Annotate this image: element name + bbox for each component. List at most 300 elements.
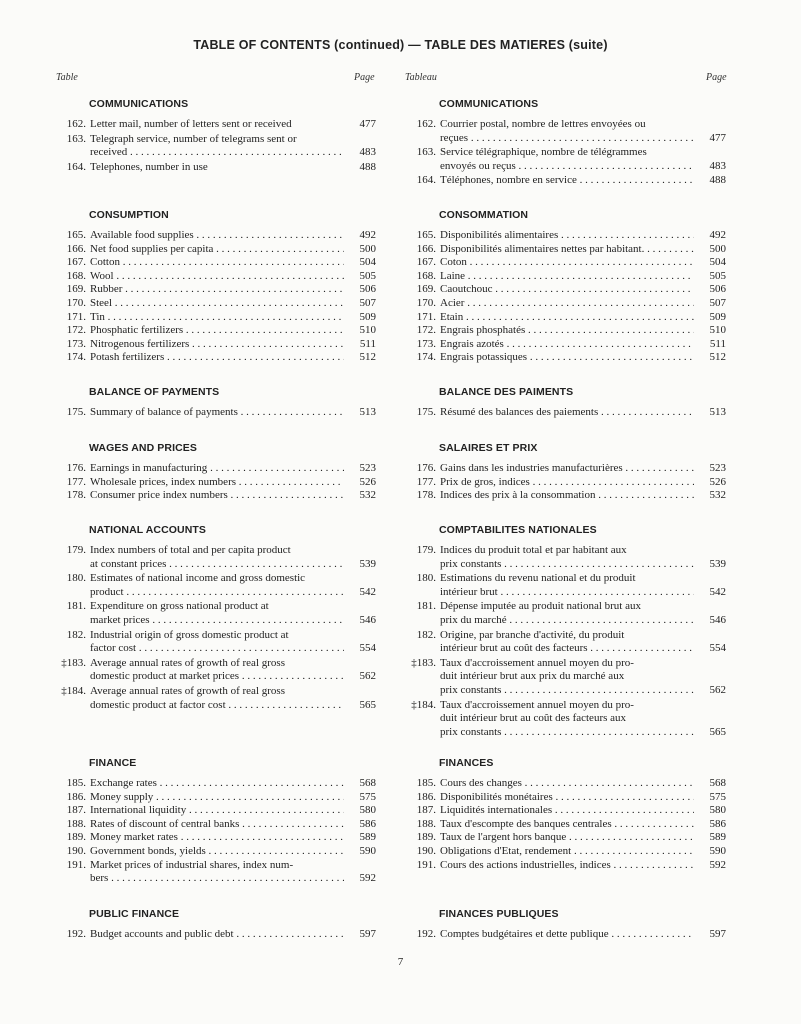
entry-title: Coton . . . bbox=[440, 256, 694, 270]
entry-number: 177. bbox=[66, 475, 86, 488]
toc-entry[interactable] bbox=[58, 685, 400, 712]
entry-title: Engrais potassiques . . . bbox=[440, 351, 694, 365]
page-title: TABLE OF CONTENTS (continued) — TABLE DES MATIERES (suite) bbox=[193, 38, 608, 52]
section-finance bbox=[408, 755, 750, 872]
entry-title: Gains dans les industries manufacturières . . . bbox=[440, 462, 694, 476]
entry-page: 586 bbox=[359, 817, 376, 830]
section-title: FINANCES PUBLIQUES bbox=[439, 908, 559, 920]
entry-title: Indices des prix à la consommation . . . bbox=[440, 489, 694, 503]
entry-number: 191. bbox=[416, 858, 436, 871]
entry-number: 176. bbox=[416, 462, 436, 474]
entry-title: Consumer price index numbers . . . bbox=[90, 489, 344, 503]
entry-title: Origine, par branche d'activité, du produit bbox=[440, 628, 625, 641]
entry-number: 169. bbox=[416, 283, 436, 296]
entry-number: 165. bbox=[66, 229, 86, 241]
entry-title: Money supply . . . bbox=[90, 791, 344, 805]
entry-page: 568 bbox=[709, 777, 726, 789]
toc-entry[interactable] bbox=[408, 406, 750, 420]
entry-number: 180. bbox=[66, 572, 86, 585]
toc-entry[interactable] bbox=[408, 462, 750, 476]
entry-page: 590 bbox=[709, 844, 726, 857]
toc-entry[interactable] bbox=[58, 311, 400, 325]
entry-title: Disponibilités alimentaires . . . bbox=[440, 229, 694, 243]
toc-entry[interactable] bbox=[408, 338, 750, 352]
entry-title: Dépense imputée au produit national brut aux bbox=[440, 600, 641, 613]
section-title: WAGES AND PRICES bbox=[89, 442, 197, 454]
toc-entry[interactable] bbox=[58, 657, 400, 684]
entry-page: 512 bbox=[709, 351, 726, 364]
entry-title-cont: domestic product at market prices . . . bbox=[90, 670, 344, 684]
entry-page: 565 bbox=[359, 698, 376, 711]
entry-number: 189. bbox=[66, 831, 86, 844]
entry-title-cont: prix constants . . . bbox=[440, 726, 694, 740]
entry-title: Cotton . . . bbox=[90, 256, 344, 270]
toc-entry[interactable] bbox=[408, 699, 750, 740]
entry-number: 188. bbox=[66, 817, 86, 830]
entry-number: 166. bbox=[416, 242, 436, 255]
toc-entry[interactable] bbox=[408, 859, 750, 873]
entry-page: 580 bbox=[709, 804, 726, 817]
entry-title: Average annual rates of growth of real gross bbox=[90, 684, 285, 697]
entry-title: Potash fertilizers . . . bbox=[90, 351, 344, 365]
entry-number: 173. bbox=[66, 337, 86, 350]
toc-entry[interactable] bbox=[408, 283, 750, 297]
section-title: SALAIRES ET PRIX bbox=[439, 442, 538, 454]
toc-entry[interactable] bbox=[58, 818, 400, 832]
entry-number: 172. bbox=[416, 324, 436, 337]
toc-entry[interactable] bbox=[58, 297, 400, 311]
entry-title: Téléphones, nombre en service . . . bbox=[440, 174, 694, 188]
toc-entry[interactable] bbox=[408, 572, 750, 599]
entry-title: Acier . . . bbox=[440, 297, 694, 311]
section-finance bbox=[58, 755, 400, 887]
entry-title-cont: intérieur brut . . . bbox=[440, 586, 694, 600]
toc-entry[interactable] bbox=[408, 489, 750, 503]
entry-number: 181. bbox=[66, 600, 86, 613]
entry-page: 510 bbox=[709, 324, 726, 337]
section-title: FINANCE bbox=[89, 757, 137, 769]
entry-page: 507 bbox=[709, 296, 726, 309]
entry-title: Telegraph service, number of telegrams sent or bbox=[90, 132, 297, 145]
section-title: FINANCES bbox=[439, 757, 494, 769]
entry-number: 170. bbox=[416, 296, 436, 309]
entry-page: 575 bbox=[709, 790, 726, 803]
entry-number: 176. bbox=[66, 462, 86, 474]
entry-number: 174. bbox=[66, 351, 86, 364]
entry-number: 166. bbox=[66, 242, 86, 255]
entry-title: Industrial origin of gross domestic product at bbox=[90, 628, 289, 641]
entry-page: 488 bbox=[709, 174, 726, 187]
entry-number: 164. bbox=[66, 160, 86, 173]
entry-title-cont: intérieur brut au coût des facteurs . . . bbox=[440, 642, 694, 656]
entry-page: 586 bbox=[709, 817, 726, 830]
entry-title-cont: prix constants . . . bbox=[440, 558, 694, 572]
entry-title: Estimates of national income and gross domestic bbox=[90, 572, 306, 585]
entry-title-cont: received . . . bbox=[90, 146, 344, 160]
entry-page: 580 bbox=[359, 804, 376, 817]
entry-number: ‡184. bbox=[411, 698, 436, 711]
toc-entry[interactable] bbox=[58, 476, 400, 490]
entry-title: Phosphatic fertilizers . . . bbox=[90, 324, 344, 338]
entry-page: 532 bbox=[359, 489, 376, 502]
toc-entry[interactable] bbox=[58, 161, 400, 175]
section-consumption bbox=[408, 207, 750, 365]
entry-page: 592 bbox=[709, 858, 726, 871]
toc-entry[interactable] bbox=[58, 229, 400, 243]
entry-page: 539 bbox=[359, 557, 376, 570]
entry-page: 500 bbox=[359, 242, 376, 255]
entry-page: 562 bbox=[709, 683, 726, 696]
entry-title: Estimations du revenu national et du produit bbox=[440, 572, 636, 585]
toc-entry[interactable] bbox=[408, 657, 750, 698]
entry-title: International liquidity . . . bbox=[90, 804, 344, 818]
entry-number: 171. bbox=[416, 310, 436, 323]
entry-page: 589 bbox=[359, 831, 376, 844]
toc-entry[interactable] bbox=[58, 338, 400, 352]
toc-entry[interactable] bbox=[408, 600, 750, 627]
entry-title: Expenditure on gross national product at bbox=[90, 600, 269, 613]
section-balance bbox=[408, 384, 750, 420]
entry-number: 179. bbox=[66, 544, 86, 556]
section-consumption bbox=[58, 207, 400, 365]
entry-number: 187. bbox=[66, 804, 86, 817]
entry-number: 178. bbox=[66, 489, 86, 502]
entry-page: 562 bbox=[359, 670, 376, 683]
entry-number: 186. bbox=[416, 790, 436, 803]
section-communications bbox=[58, 96, 400, 175]
entry-page: 592 bbox=[359, 872, 376, 885]
entry-number: 174. bbox=[416, 351, 436, 364]
entry-title: Index numbers of total and per capita product bbox=[90, 544, 291, 556]
entry-page: 532 bbox=[709, 489, 726, 502]
toc-entry[interactable] bbox=[408, 351, 750, 365]
entry-title: Letter mail, number of letters sent or received bbox=[90, 118, 292, 130]
entry-number: 171. bbox=[66, 310, 86, 323]
entry-title: Taux de l'argent hors banque . . . bbox=[440, 831, 694, 845]
entry-page: 542 bbox=[359, 585, 376, 598]
entry-title: Taux d'accroissement annuel moyen du pro- bbox=[440, 698, 634, 711]
entry-title-cont: product . . . bbox=[90, 586, 344, 600]
right-page-header: Page bbox=[706, 72, 727, 83]
entry-title: Comptes budgétaires et dette publique . . . bbox=[440, 928, 694, 942]
entry-number: 172. bbox=[66, 324, 86, 337]
entry-title: Market prices of industrial shares, index num- bbox=[90, 858, 294, 871]
entry-title: Disponibilités monétaires . . . bbox=[440, 791, 694, 805]
entry-page: 589 bbox=[709, 831, 726, 844]
toc-entry[interactable] bbox=[58, 791, 400, 805]
left-page-header: Page bbox=[354, 72, 375, 83]
entry-number: 162. bbox=[66, 118, 86, 130]
section-title: PUBLIC FINANCE bbox=[89, 908, 180, 920]
entry-page: 597 bbox=[709, 928, 726, 940]
section-title: CONSUMPTION bbox=[89, 209, 169, 221]
section-public bbox=[58, 906, 400, 942]
entry-page: 546 bbox=[709, 613, 726, 626]
page-number: 7 bbox=[397, 956, 404, 968]
toc-entry[interactable] bbox=[408, 324, 750, 338]
toc-entry[interactable] bbox=[408, 804, 750, 818]
entry-title: Government bonds, yields . . . bbox=[90, 845, 344, 859]
entry-title: Earnings in manufacturing . . . bbox=[90, 462, 344, 476]
toc-entry[interactable] bbox=[408, 777, 750, 791]
section-title: BALANCE OF PAYMENTS bbox=[89, 386, 220, 398]
section-public bbox=[408, 906, 750, 942]
entry-page: 568 bbox=[359, 777, 376, 789]
entry-number: 165. bbox=[416, 229, 436, 241]
entry-page: 511 bbox=[359, 337, 376, 350]
entry-number: 192. bbox=[66, 928, 86, 940]
entry-number: 190. bbox=[66, 844, 86, 857]
entry-page: 504 bbox=[709, 256, 726, 269]
entry-page: 539 bbox=[709, 557, 726, 570]
entry-number: 186. bbox=[66, 790, 86, 803]
entry-title-cont: prix constants . . . bbox=[440, 684, 694, 698]
toc-entry[interactable] bbox=[408, 229, 750, 243]
entry-title: Average annual rates of growth of real gross bbox=[90, 656, 285, 669]
toc-entry[interactable] bbox=[408, 476, 750, 490]
section-national bbox=[58, 522, 400, 713]
toc-entry[interactable] bbox=[408, 174, 750, 188]
entry-title: Rates of discount of central banks . . . bbox=[90, 818, 344, 832]
toc-entry[interactable] bbox=[408, 791, 750, 805]
toc-entry[interactable] bbox=[58, 406, 400, 420]
entry-title-cont: reçues . . . bbox=[440, 132, 694, 146]
toc-entry[interactable] bbox=[408, 818, 750, 832]
toc-entry[interactable] bbox=[58, 831, 400, 845]
entry-title: Money market rates . . . bbox=[90, 831, 344, 845]
toc-entry[interactable] bbox=[408, 831, 750, 845]
entry-title-cont: domestic product at factor cost . . . bbox=[90, 699, 344, 713]
entry-number: 163. bbox=[416, 146, 436, 159]
toc-entry[interactable] bbox=[58, 572, 400, 599]
entry-number: 167. bbox=[66, 256, 86, 269]
toc-entry[interactable] bbox=[408, 297, 750, 311]
entry-number: 169. bbox=[66, 283, 86, 296]
entry-page: 597 bbox=[359, 928, 376, 940]
entry-page: 510 bbox=[359, 324, 376, 337]
entry-title: Tin . . . bbox=[90, 311, 344, 325]
entry-number: 168. bbox=[66, 269, 86, 282]
toc-entry[interactable] bbox=[408, 629, 750, 656]
entry-title-cont: factor cost . . . bbox=[90, 642, 344, 656]
entry-number: 170. bbox=[66, 296, 86, 309]
toc-entry[interactable] bbox=[58, 462, 400, 476]
entry-number: ‡183. bbox=[411, 656, 436, 669]
entry-page: 565 bbox=[709, 725, 726, 738]
entry-page: 507 bbox=[359, 296, 376, 309]
entry-number: 190. bbox=[416, 844, 436, 857]
entry-page: 506 bbox=[709, 283, 726, 296]
toc-entry[interactable] bbox=[408, 311, 750, 325]
toc-entry[interactable] bbox=[58, 804, 400, 818]
entry-title: Taux d'accroissement annuel moyen du pro- bbox=[440, 656, 634, 669]
entry-page: 590 bbox=[359, 844, 376, 857]
entry-page: 483 bbox=[709, 159, 726, 172]
entry-number: ‡183. bbox=[61, 656, 86, 669]
entry-title: Caoutchouc . . . bbox=[440, 283, 694, 297]
entry-page: 504 bbox=[359, 256, 376, 269]
entry-title: Rubber . . . bbox=[90, 283, 344, 297]
entry-number: 175. bbox=[66, 406, 86, 418]
toc-entry[interactable] bbox=[58, 777, 400, 791]
entry-title: Engrais phosphatés . . . bbox=[440, 324, 694, 338]
entry-title: Indices du produit total et par habitant aux bbox=[440, 544, 627, 556]
entry-page: 511 bbox=[709, 337, 726, 350]
entry-title: Taux d'escompte des banques centrales . . . bbox=[440, 818, 694, 832]
entry-title: Steel . . . bbox=[90, 297, 344, 311]
toc-entry[interactable] bbox=[408, 243, 750, 257]
entry-number: 179. bbox=[416, 544, 436, 556]
entry-title: Liquidités internationales . . . bbox=[440, 804, 694, 818]
toc-entry[interactable] bbox=[408, 146, 750, 173]
entry-title: Courrier postal, nombre de lettres envoyées ou bbox=[440, 118, 646, 130]
entry-title: Net food supplies per capita . . . bbox=[90, 243, 344, 257]
toc-entry[interactable] bbox=[58, 859, 400, 886]
section-wages bbox=[408, 440, 750, 503]
entry-page: 509 bbox=[709, 310, 726, 323]
entry-number: 162. bbox=[416, 118, 436, 130]
section-title: COMPTABILITES NATIONALES bbox=[439, 524, 597, 536]
entry-number: 173. bbox=[416, 337, 436, 350]
entry-title-cont: at constant prices . . . bbox=[90, 558, 344, 572]
section-title: COMMUNICATIONS bbox=[89, 98, 189, 110]
entry-title: Summary of balance of payments . . . bbox=[90, 406, 344, 420]
toc-entry[interactable] bbox=[408, 118, 750, 145]
entry-number: 182. bbox=[416, 628, 436, 641]
entry-number: 185. bbox=[416, 777, 436, 789]
entry-page: 477 bbox=[359, 118, 376, 130]
entry-page: 554 bbox=[359, 642, 376, 655]
entry-number: 163. bbox=[66, 132, 86, 145]
entry-number: 167. bbox=[416, 256, 436, 269]
entry-page: 546 bbox=[359, 613, 376, 626]
entry-page: 509 bbox=[359, 310, 376, 323]
toc-entry[interactable] bbox=[58, 243, 400, 257]
toc-entry[interactable] bbox=[408, 845, 750, 859]
entry-title: Prix de gros, indices . . . bbox=[440, 476, 694, 490]
entry-number: 182. bbox=[66, 628, 86, 641]
entry-number: 180. bbox=[416, 572, 436, 585]
entry-title-cont: duit intérieur brut aux prix du marché aux bbox=[440, 670, 625, 683]
right-table-header: Tableau bbox=[405, 72, 437, 83]
entry-number: 188. bbox=[416, 817, 436, 830]
entry-title: Engrais azotés . . . bbox=[440, 338, 694, 352]
entry-page: 492 bbox=[709, 229, 726, 241]
entry-title: Telephones, number in use bbox=[90, 160, 208, 173]
toc-entry[interactable] bbox=[58, 928, 400, 942]
entry-number: 164. bbox=[416, 174, 436, 187]
toc-entry[interactable] bbox=[58, 256, 400, 270]
entry-page: 554 bbox=[709, 642, 726, 655]
toc-entry[interactable] bbox=[58, 489, 400, 503]
entry-page: 500 bbox=[709, 242, 726, 255]
entry-title-cont: duit intérieur brut au coût des facteurs aux bbox=[440, 712, 627, 725]
entry-page: 575 bbox=[359, 790, 376, 803]
entry-title: Wool . . . bbox=[90, 270, 344, 284]
entry-title: Available food supplies . . . bbox=[90, 229, 344, 243]
entry-number: 181. bbox=[416, 600, 436, 613]
entry-page: 526 bbox=[359, 475, 376, 488]
entry-title-cont: prix du marché . . . bbox=[440, 614, 694, 628]
entry-number: 168. bbox=[416, 269, 436, 282]
toc-entry[interactable] bbox=[58, 351, 400, 365]
section-title: COMMUNICATIONS bbox=[439, 98, 539, 110]
toc-entry[interactable] bbox=[58, 600, 400, 627]
entry-title-cont: bers . . . bbox=[90, 872, 344, 886]
entry-page: 506 bbox=[359, 283, 376, 296]
entry-page: 513 bbox=[359, 406, 376, 418]
toc-entry[interactable] bbox=[408, 544, 750, 571]
entry-page: 488 bbox=[359, 160, 376, 173]
toc-entry[interactable] bbox=[58, 324, 400, 338]
section-title: NATIONAL ACCOUNTS bbox=[89, 524, 206, 536]
entry-title: Cours des changes . . . bbox=[440, 777, 694, 791]
section-balance bbox=[58, 384, 400, 420]
entry-page: 505 bbox=[359, 269, 376, 282]
entry-number: 187. bbox=[416, 804, 436, 817]
entry-page: 523 bbox=[709, 462, 726, 474]
toc-entry[interactable] bbox=[58, 270, 400, 284]
left-table-header: Table bbox=[56, 72, 78, 83]
entry-page: 542 bbox=[709, 585, 726, 598]
entry-number: 175. bbox=[416, 406, 436, 418]
toc-entry[interactable] bbox=[408, 256, 750, 270]
entry-title: Budget accounts and public debt . . . bbox=[90, 928, 344, 942]
entry-number: 192. bbox=[416, 928, 436, 940]
entry-page: 526 bbox=[709, 475, 726, 488]
entry-number: 178. bbox=[416, 489, 436, 502]
section-wages bbox=[58, 440, 400, 503]
entry-page: 523 bbox=[359, 462, 376, 474]
entry-title: Obligations d'Etat, rendement . . . bbox=[440, 845, 694, 859]
entry-title: Nitrogenous fertilizers . . . bbox=[90, 338, 344, 352]
entry-page: 477 bbox=[709, 131, 726, 144]
entry-page: 513 bbox=[709, 406, 726, 418]
toc-entry[interactable] bbox=[58, 544, 400, 571]
entry-page: 512 bbox=[359, 351, 376, 364]
section-communications bbox=[408, 96, 750, 188]
entry-title: Disponibilités alimentaires nettes par habitant. . . . bbox=[440, 243, 694, 257]
toc-entry[interactable] bbox=[58, 118, 400, 132]
entry-title: Etain . . . bbox=[440, 311, 694, 325]
entry-number: 191. bbox=[66, 858, 86, 871]
entry-title: Exchange rates . . . bbox=[90, 777, 344, 791]
toc-entry[interactable] bbox=[408, 928, 750, 942]
entry-page: 505 bbox=[709, 269, 726, 282]
entry-page: 492 bbox=[359, 229, 376, 241]
toc-entry[interactable] bbox=[408, 270, 750, 284]
section-national bbox=[408, 522, 750, 740]
entry-title-cont: market prices . . . bbox=[90, 614, 344, 628]
entry-title: Cours des actions industrielles, indices . . . bbox=[440, 859, 694, 873]
entry-number: 185. bbox=[66, 777, 86, 789]
entry-number: 177. bbox=[416, 475, 436, 488]
entry-title-cont: envoyés ou reçus . . . bbox=[440, 160, 694, 174]
entry-title: Service télégraphique, nombre de télégrammes bbox=[440, 146, 647, 159]
section-title: CONSOMMATION bbox=[439, 209, 529, 221]
entry-title: Wholesale prices, index numbers . . . bbox=[90, 476, 344, 490]
entry-number: 189. bbox=[416, 831, 436, 844]
entry-title: Laine . . . bbox=[440, 270, 694, 284]
toc-entry[interactable] bbox=[58, 283, 400, 297]
entry-number: ‡184. bbox=[61, 684, 86, 697]
toc-entry[interactable] bbox=[58, 629, 400, 656]
entry-page: 483 bbox=[359, 146, 376, 159]
toc-entry[interactable] bbox=[58, 133, 400, 160]
toc-entry[interactable] bbox=[58, 845, 400, 859]
entry-title: Résumé des balances des paiements . . . bbox=[440, 406, 694, 420]
section-title: BALANCE DES PAIMENTS bbox=[439, 386, 574, 398]
